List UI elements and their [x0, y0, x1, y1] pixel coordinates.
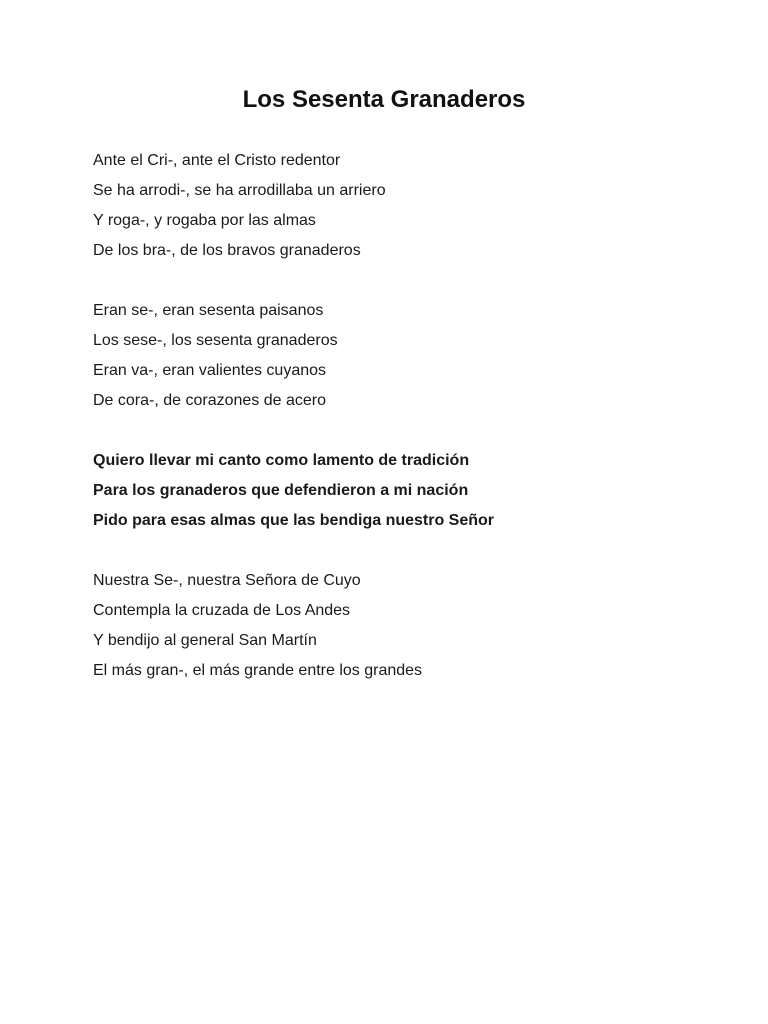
lyric-line: De los bra-, de los bravos granaderos	[93, 242, 361, 259]
lyric-line: Los sese-, los sesenta granaderos	[93, 332, 338, 349]
document-title: Los Sesenta Granaderos	[242, 86, 526, 113]
lyric-line: Y roga-, y rogaba por las almas	[93, 212, 316, 229]
lyric-line: Eran va-, eran valientes cuyanos	[93, 362, 327, 379]
stanza-chorus	[93, 446, 713, 536]
chorus-line: Pido para esas almas que las bendiga nuestro Señor	[93, 512, 495, 529]
lyric-line: Y bendijo al general San Martín	[93, 632, 317, 649]
stanza-4	[93, 566, 713, 686]
lyric-line: Eran se-, eran sesenta paisanos	[93, 302, 324, 319]
chorus-line: Quiero llevar mi canto como lamento de tradición	[93, 452, 470, 469]
stanza-2	[93, 296, 713, 416]
lyric-line: Se ha arrodi-, se ha arrodillaba un arriero	[93, 182, 386, 199]
lyric-line: Nuestra Se-, nuestra Señora de Cuyo	[93, 572, 361, 589]
stanza-1	[93, 146, 713, 266]
lyrics-body	[93, 146, 713, 716]
lyric-line: Contempla la cruzada de Los Andes	[93, 602, 351, 619]
lyric-line: El más gran-, el más grande entre los grandes	[93, 662, 423, 679]
chorus-line: Para los granaderos que defendieron a mi nación	[93, 482, 469, 499]
lyric-line: De cora-, de corazones de acero	[93, 392, 327, 409]
lyric-line: Ante el Cri-, ante el Cristo redentor	[93, 152, 341, 169]
